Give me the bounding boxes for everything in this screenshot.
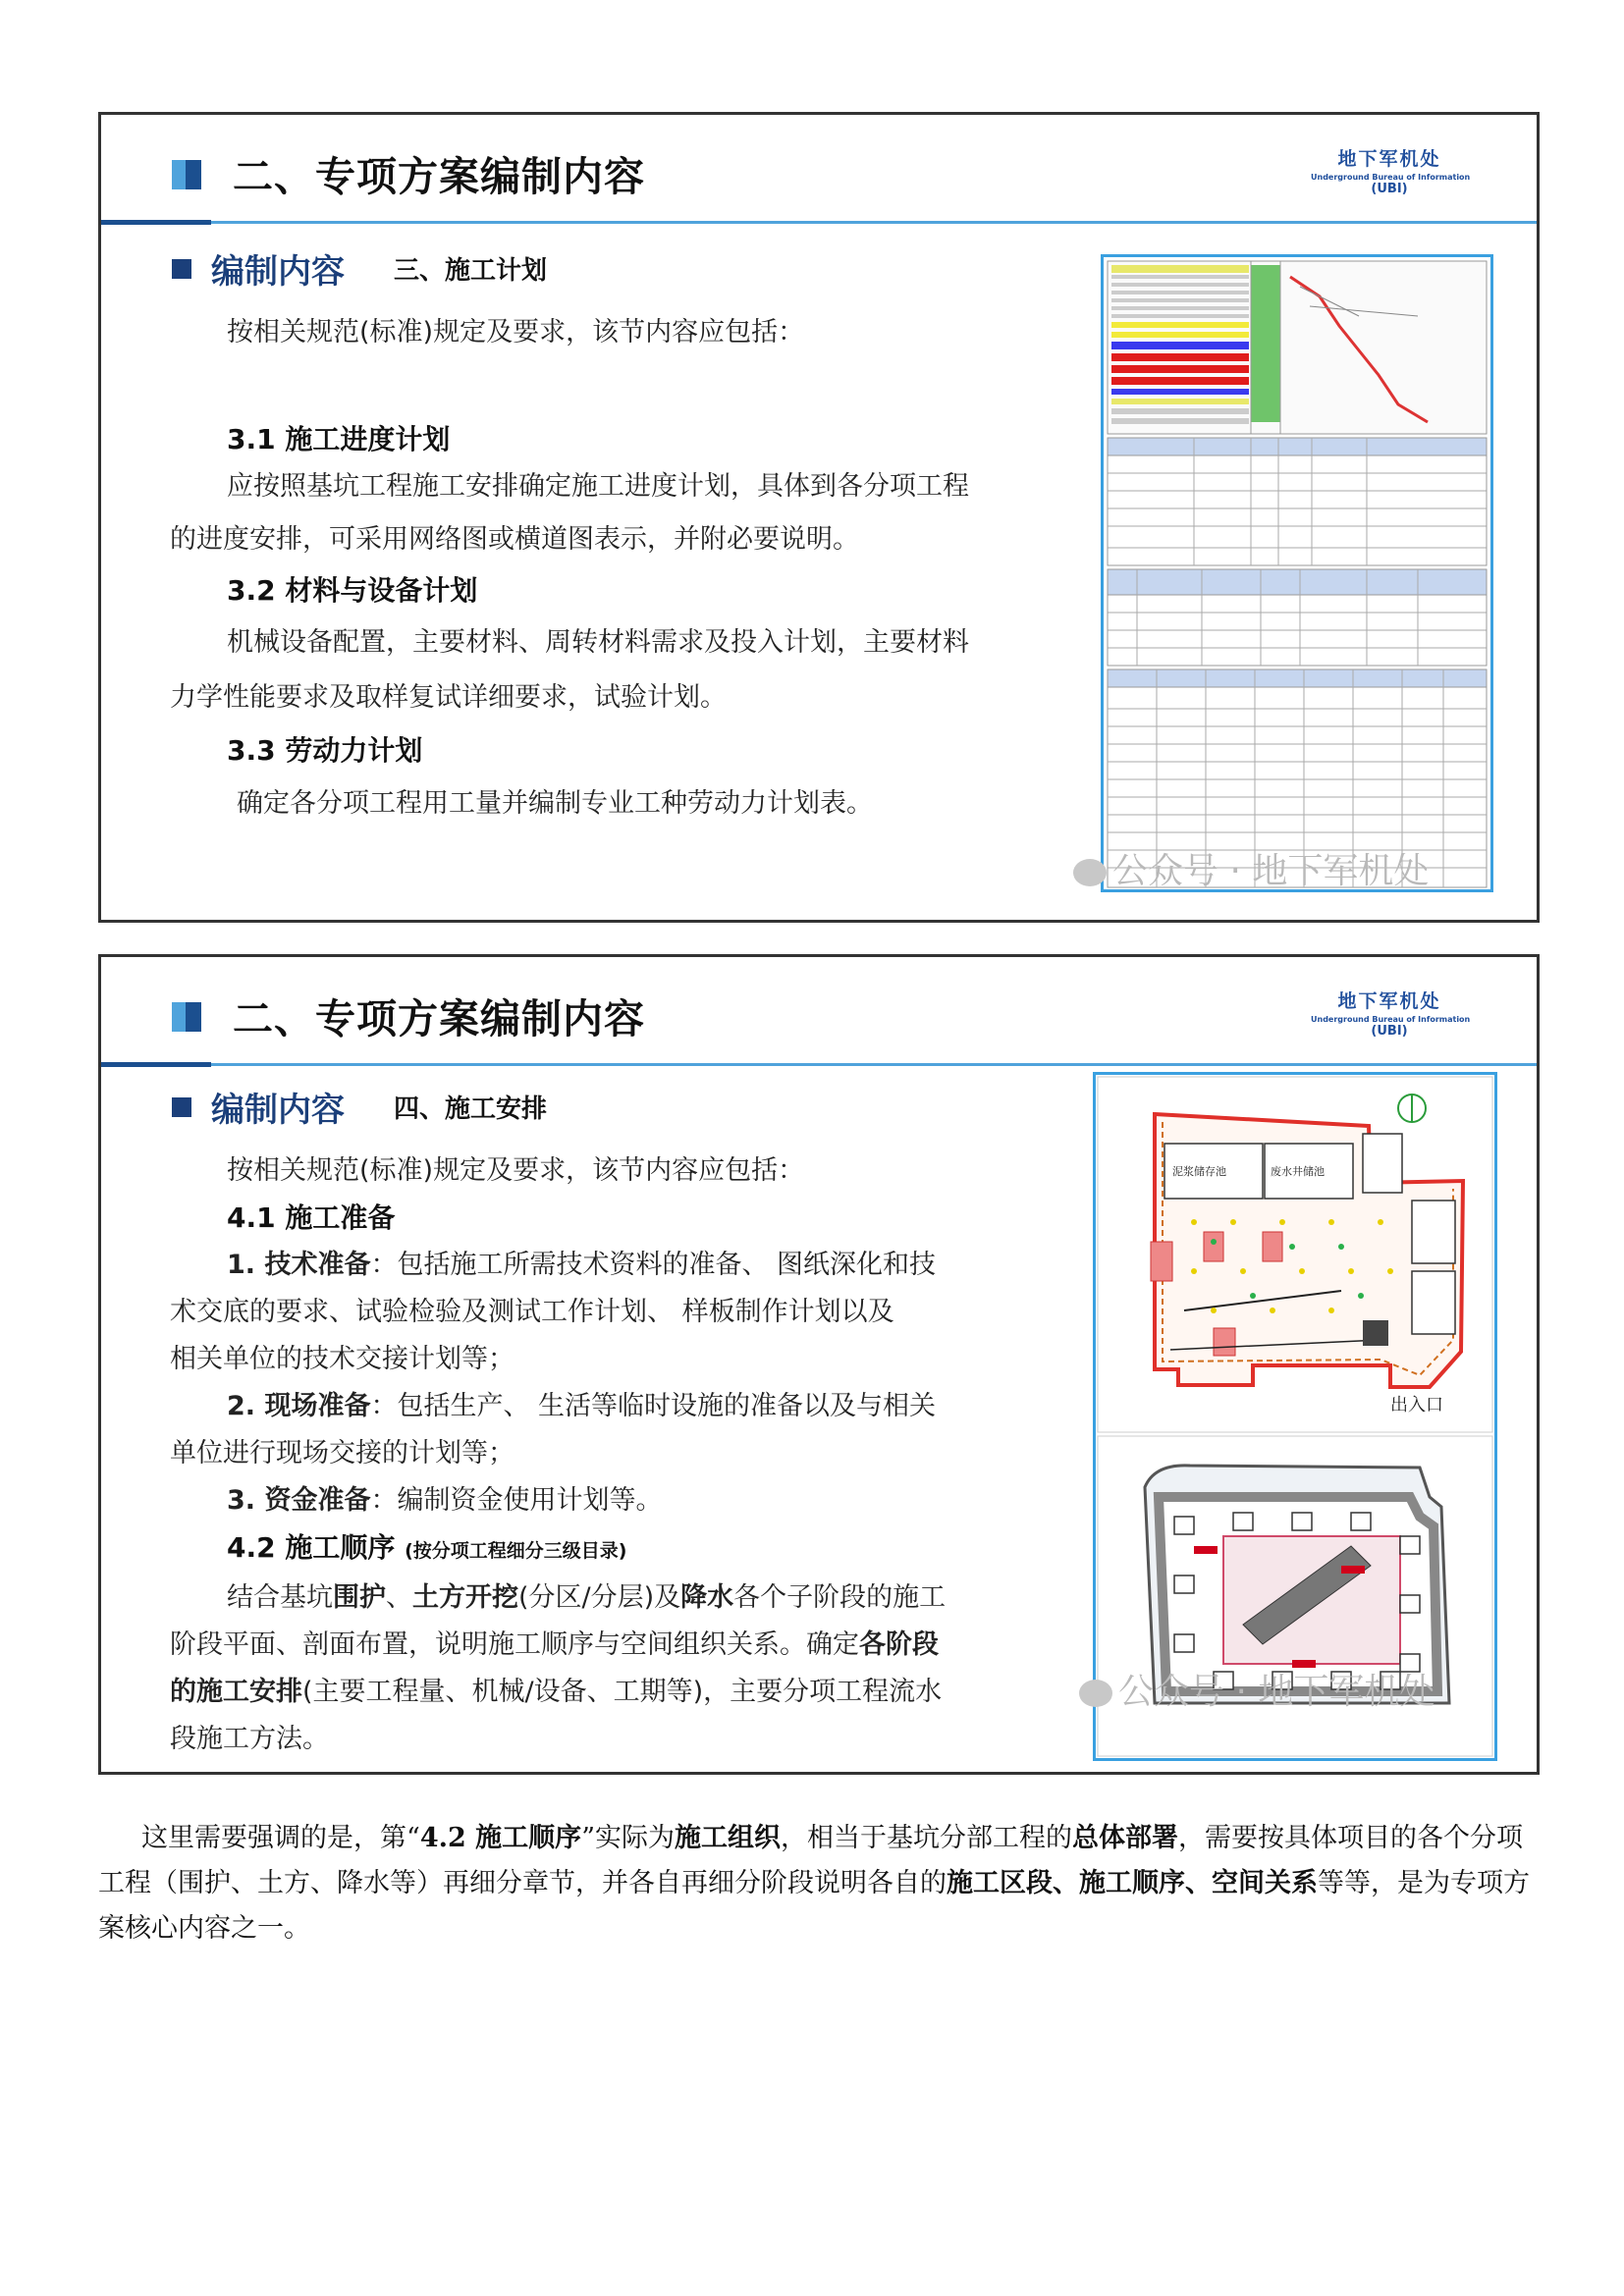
heading-4-2-note: (按分项工程细分三级目录) xyxy=(405,1540,627,1562)
logo-en: Underground Bureau of Information xyxy=(1311,1015,1471,1024)
sequence-line4: 段施工方法。 xyxy=(170,1724,329,1754)
sequence-line3 xyxy=(170,1669,1073,1716)
fund-prep-label: 3. 资金准备 xyxy=(227,1485,371,1516)
paragraph-3-1-line1: 应按照基坑工程施工安排确定施工进度计划，具体到各分项工程 xyxy=(227,471,969,502)
site-plan-thumbnail xyxy=(1093,1072,1497,1761)
logo-abbr: (UBI) xyxy=(1371,182,1408,196)
heading-4-2 xyxy=(170,1524,1073,1575)
logo-en: Underground Bureau of Information xyxy=(1311,173,1471,182)
site-prep-line1 xyxy=(170,1383,1073,1430)
section-label: 编制内容 xyxy=(211,252,345,292)
note-text-2: ”实际为 xyxy=(581,1823,675,1853)
wechat-icon xyxy=(1073,859,1107,886)
seq-bold-5: 的施工安排 xyxy=(170,1677,302,1707)
note-bold-1: 4.2 施工顺序 xyxy=(419,1823,582,1853)
header-divider xyxy=(101,221,1537,224)
sequence-line2 xyxy=(170,1622,1073,1669)
ubi-logo xyxy=(1311,144,1471,196)
seq-bold-4: 各阶段 xyxy=(859,1629,939,1660)
section-heading xyxy=(172,244,547,293)
section-heading xyxy=(172,1083,547,1131)
fund-prep-line xyxy=(170,1477,1073,1524)
watermark xyxy=(1073,843,1429,893)
paragraph-3-1-line2: 的进度安排，可采用网络图或横道图表示，并附必要说明。 xyxy=(170,524,859,555)
plan-label-entrance: 出入口 xyxy=(1390,1395,1443,1415)
slide-title: 二、专项方案编制内容 xyxy=(233,995,645,1042)
seq-bold-3: 降水 xyxy=(680,1582,734,1613)
section-label: 编制内容 xyxy=(211,1091,345,1130)
site-prep-label: 2. 现场准备 xyxy=(227,1391,371,1421)
tech-prep-text: ：包括施工所需技术资料的准备、 图纸深化和技 xyxy=(370,1250,937,1280)
slide-construction-plan xyxy=(98,112,1540,923)
logo-abbr: (UBI) xyxy=(1371,1024,1408,1039)
paragraph-3-2-line1: 机械设备配置，主要材料、周转材料需求及投入计划，主要材料 xyxy=(227,627,969,658)
site-plan-image xyxy=(1096,1075,1494,1758)
schedule-tables-image xyxy=(1104,257,1490,889)
seq-text-6: (主要工程量、机械/设备、工期等)，主要分项工程流水 xyxy=(302,1677,943,1707)
slide-header xyxy=(101,115,1537,225)
section-bullet-icon xyxy=(172,259,191,279)
watermark xyxy=(1079,1664,1435,1714)
seq-text-1: 结合基坑 xyxy=(227,1582,333,1613)
logo-cn: 地下军机处 xyxy=(1337,148,1441,170)
slide1-body xyxy=(170,311,1093,831)
section-bullet-icon xyxy=(172,1097,191,1117)
slide-construction-arrangement xyxy=(98,954,1540,1775)
seq-text-3: (分区/分层)及 xyxy=(518,1582,681,1613)
fund-prep-text: ：编制资金使用计划等。 xyxy=(370,1485,663,1516)
note-text-4: ，需要按具体项目的各个分项工程（围护、土方、降水等）再细分章节，并各自再细分阶段说明各自的 xyxy=(98,1823,1523,1898)
paragraph-3-3: 确定各分项工程用工量并编制专业工种劳动力计划表。 xyxy=(237,788,873,819)
slide-title: 二、专项方案编制内容 xyxy=(233,153,645,200)
logo-cn: 地下军机处 xyxy=(1337,990,1441,1012)
title-square-icon xyxy=(172,160,201,189)
watermark-text: 公众号 · 地下军机处 xyxy=(1118,1672,1435,1712)
watermark-text: 公众号 · 地下军机处 xyxy=(1112,851,1430,891)
note-text-3: ，相当于基坑分部工程的 xyxy=(781,1823,1072,1853)
paragraph-3-2-line2: 力学性能要求及取样复试详细要求，试验计划。 xyxy=(170,682,727,713)
note-bold-4: 施工区段、施工顺序、空间关系 xyxy=(947,1868,1318,1898)
schedule-tables-thumbnail xyxy=(1101,254,1493,892)
header-divider xyxy=(101,1063,1537,1066)
tech-prep-label: 1. 技术准备 xyxy=(227,1250,371,1280)
site-prep-line2: 单位进行现场交接的计划等； xyxy=(170,1438,514,1468)
tech-prep-line1 xyxy=(170,1242,1073,1289)
tech-prep-line2: 术交底的要求、试验检验及测试工作计划、 样板制作计划以及 xyxy=(170,1297,894,1327)
heading-3-1: 3.1 施工进度计划 xyxy=(227,423,451,455)
note-bold-3: 总体部署 xyxy=(1072,1823,1178,1853)
intro-text: 按相关规范(标准)规定及要求，该节内容应包括： xyxy=(227,317,805,347)
note-bold-2: 施工组织 xyxy=(675,1823,781,1853)
slide2-body xyxy=(170,1148,1073,1763)
heading-3-2: 3.2 材料与设备计划 xyxy=(227,574,478,607)
tech-prep-line3: 相关单位的技术交接计划等； xyxy=(170,1344,514,1374)
intro-text: 按相关规范(标准)规定及要求，该节内容应包括： xyxy=(227,1155,805,1186)
wechat-icon xyxy=(1079,1680,1112,1707)
seq-text-2: 、 xyxy=(386,1582,412,1613)
note-text-1: 这里需要强调的是，第“ xyxy=(141,1823,420,1853)
explanatory-paragraph xyxy=(98,1816,1532,1951)
heading-4-2-text: 4.2 施工顺序 xyxy=(227,1531,396,1564)
seq-bold-2: 土方开挖 xyxy=(412,1582,518,1613)
sequence-line1 xyxy=(170,1575,1073,1622)
plan-label-mud-pool: 泥浆储存池 xyxy=(1172,1165,1226,1178)
title-square-icon xyxy=(172,1002,201,1032)
slide-header xyxy=(101,957,1537,1067)
plan-label-waste-pool: 废水井储池 xyxy=(1271,1165,1325,1178)
section-subtitle: 三、施工计划 xyxy=(394,256,548,286)
seq-text-4: 各个子阶段的施工 xyxy=(733,1582,947,1613)
section-subtitle: 四、施工安排 xyxy=(394,1095,548,1124)
ubi-logo xyxy=(1311,987,1471,1039)
note-text-5: 等等，是为专项方案核心内容之一。 xyxy=(98,1868,1530,1944)
seq-bold-1: 围护 xyxy=(333,1582,386,1613)
heading-3-3: 3.3 劳动力计划 xyxy=(227,734,423,767)
heading-4-1: 4.1 施工准备 xyxy=(227,1201,396,1234)
seq-text-5: 阶段平面、剖面布置，说明施工顺序与空间组织关系。确定 xyxy=(170,1629,859,1660)
site-prep-text: ：包括生产、 生活等临时设施的准备以及与相关 xyxy=(370,1391,937,1421)
